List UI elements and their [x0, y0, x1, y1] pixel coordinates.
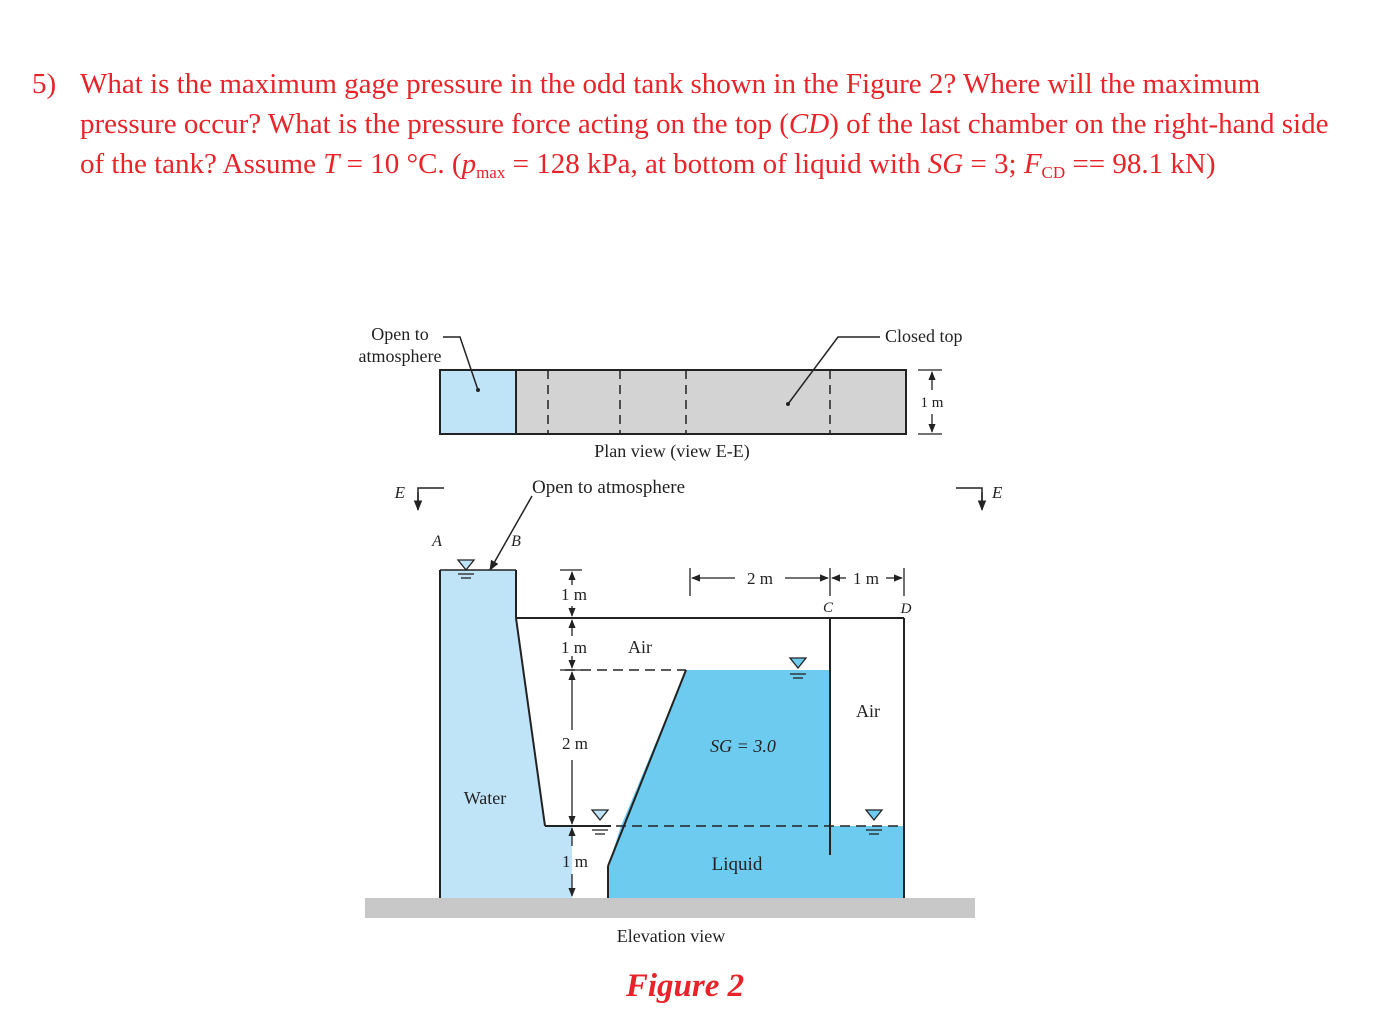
water-label: Water	[463, 788, 507, 808]
cd-label: CD	[788, 108, 830, 140]
dim-top-1m: 1 m	[561, 585, 587, 604]
section-marker-right	[956, 488, 982, 508]
label-b: B	[511, 533, 521, 550]
dim-second-1m: 1 m	[561, 638, 587, 657]
plan-caption: Plan view (view E-E)	[594, 441, 750, 461]
dim-2m-vertical: 2 m	[562, 734, 588, 753]
label-a: A	[432, 533, 442, 550]
section-left-label: E	[394, 483, 405, 502]
dim-bottom-1m: 1 m	[562, 852, 588, 871]
dim-1m-horizontal: 1 m	[853, 569, 879, 588]
liquid-label: Liquid	[711, 854, 763, 875]
sg-label: SG = 3.0	[710, 736, 776, 756]
plan-water-chamber	[440, 370, 516, 434]
water-region	[440, 570, 572, 898]
plan-closed-top: Closed top	[885, 326, 963, 346]
figure-title: Figure 2	[625, 968, 745, 1004]
problem-number: 5)	[32, 68, 57, 100]
section-right-label: E	[992, 483, 1003, 502]
label-d: D	[900, 601, 912, 617]
plan-open-to-line1: Open to	[371, 324, 429, 344]
elevation-caption: Elevation view	[616, 926, 726, 946]
plan-dim-1m: 1 m	[920, 395, 944, 411]
problem-text: What is the maximum gage pressure in the odd tank shown in the Figure 2? Where will the maximum pressure occur? What is the pressure force acting on the top (CD) of the last chamber on the right-hand side of the tank? Assume T = 10 °C. ($p_{max} = 128$ kPa, at bottom of liquid with SG = 3; $F_{CD} == 98.1$ kN)	[80, 68, 1329, 182]
plan-view	[359, 324, 963, 462]
ground	[365, 898, 975, 918]
dim-2m-horizontal: 2 m	[747, 569, 773, 588]
open-to-atmosphere-label: Open to atmosphere	[532, 477, 686, 498]
elevation-view	[365, 477, 1003, 946]
air-right-label: Air	[856, 701, 880, 721]
air-left-label: Air	[628, 637, 652, 657]
plan-closed-chambers	[516, 370, 906, 434]
section-marker-left	[418, 488, 444, 508]
plan-open-to-line2: atmosphere	[358, 346, 442, 366]
label-c: C	[822, 600, 834, 616]
